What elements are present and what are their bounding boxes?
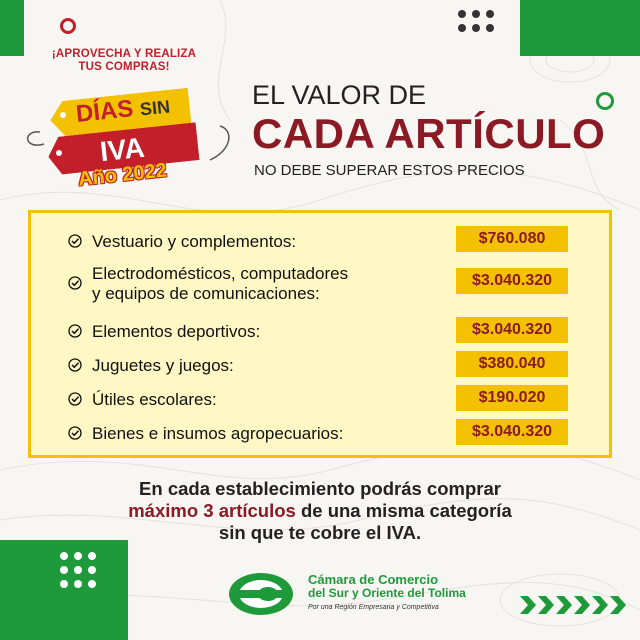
check-icon (68, 234, 82, 248)
item-label: Útiles escolares: (92, 390, 217, 409)
logo-emblem-icon (228, 572, 294, 616)
check-icon (68, 324, 82, 338)
item-price: $3.040.320 (456, 268, 568, 294)
footer-line-1: En cada establecimiento podrás comprar (139, 478, 501, 499)
promo-line-1: ¡APROVECHA Y REALIZA (51, 48, 197, 60)
footer-message (0, 478, 640, 544)
logo-name-line-1: Cámara de Comercio (308, 572, 439, 587)
circle-decoration (596, 92, 614, 110)
item-price: $760.080 (456, 226, 568, 252)
check-icon (68, 426, 82, 440)
tag-year: Año 2022 (77, 159, 168, 191)
dot-grid-decoration (458, 10, 494, 32)
tag-iva: IVA (98, 131, 147, 168)
item-price: $3.040.320 (456, 317, 568, 343)
circle-decoration (60, 18, 76, 34)
item-price: $380.040 (456, 351, 568, 377)
footer-highlight: máximo 3 artículos (128, 500, 296, 521)
headline-line-2: CADA ARTÍCULO (252, 110, 606, 157)
tag-sin: SIN (138, 96, 171, 120)
headline-line-1: EL VALOR DE (252, 80, 427, 110)
footer-line-2 (0, 500, 640, 522)
check-icon (68, 276, 82, 290)
check-icon (68, 392, 82, 406)
logo-name-line-2: del Sur y Oriente del Tolima (308, 586, 466, 600)
item-label: Electrodomésticos, computadores (92, 264, 349, 283)
promo-line-2: TUS COMPRAS! (78, 61, 170, 73)
item-label-continued: y equipos de comunicaciones: (92, 284, 320, 303)
logo-tagline: Por una Región Empresaria y Competitiva (308, 604, 439, 611)
item-label: Juguetes y juegos: (92, 356, 234, 375)
item-price: $190.020 (456, 385, 568, 411)
item-label: Vestuario y complementos: (92, 232, 297, 251)
chevron-arrows-icon (520, 596, 632, 614)
tag-hole (56, 150, 62, 156)
green-corner-block-top-left (0, 0, 24, 56)
item-label: Bienes e insumos agropecuarios: (92, 424, 344, 443)
footer-line-3: sin que te cobre el IVA. (218, 522, 422, 543)
tag-dias: DÍAS (74, 95, 135, 128)
green-corner-block-top-right (520, 0, 640, 56)
item-label: Elementos deportivos: (92, 322, 261, 341)
promo-callout (44, 48, 204, 74)
item-price: $3.040.320 (456, 419, 568, 445)
footer-line-2-rest: de una misma categoría (295, 500, 512, 521)
tag-hole (60, 112, 66, 118)
dot-grid-decoration (60, 552, 96, 588)
check-icon (68, 358, 82, 372)
headline-line-3: NO DEBE SUPERAR ESTOS PRECIOS (254, 162, 525, 179)
